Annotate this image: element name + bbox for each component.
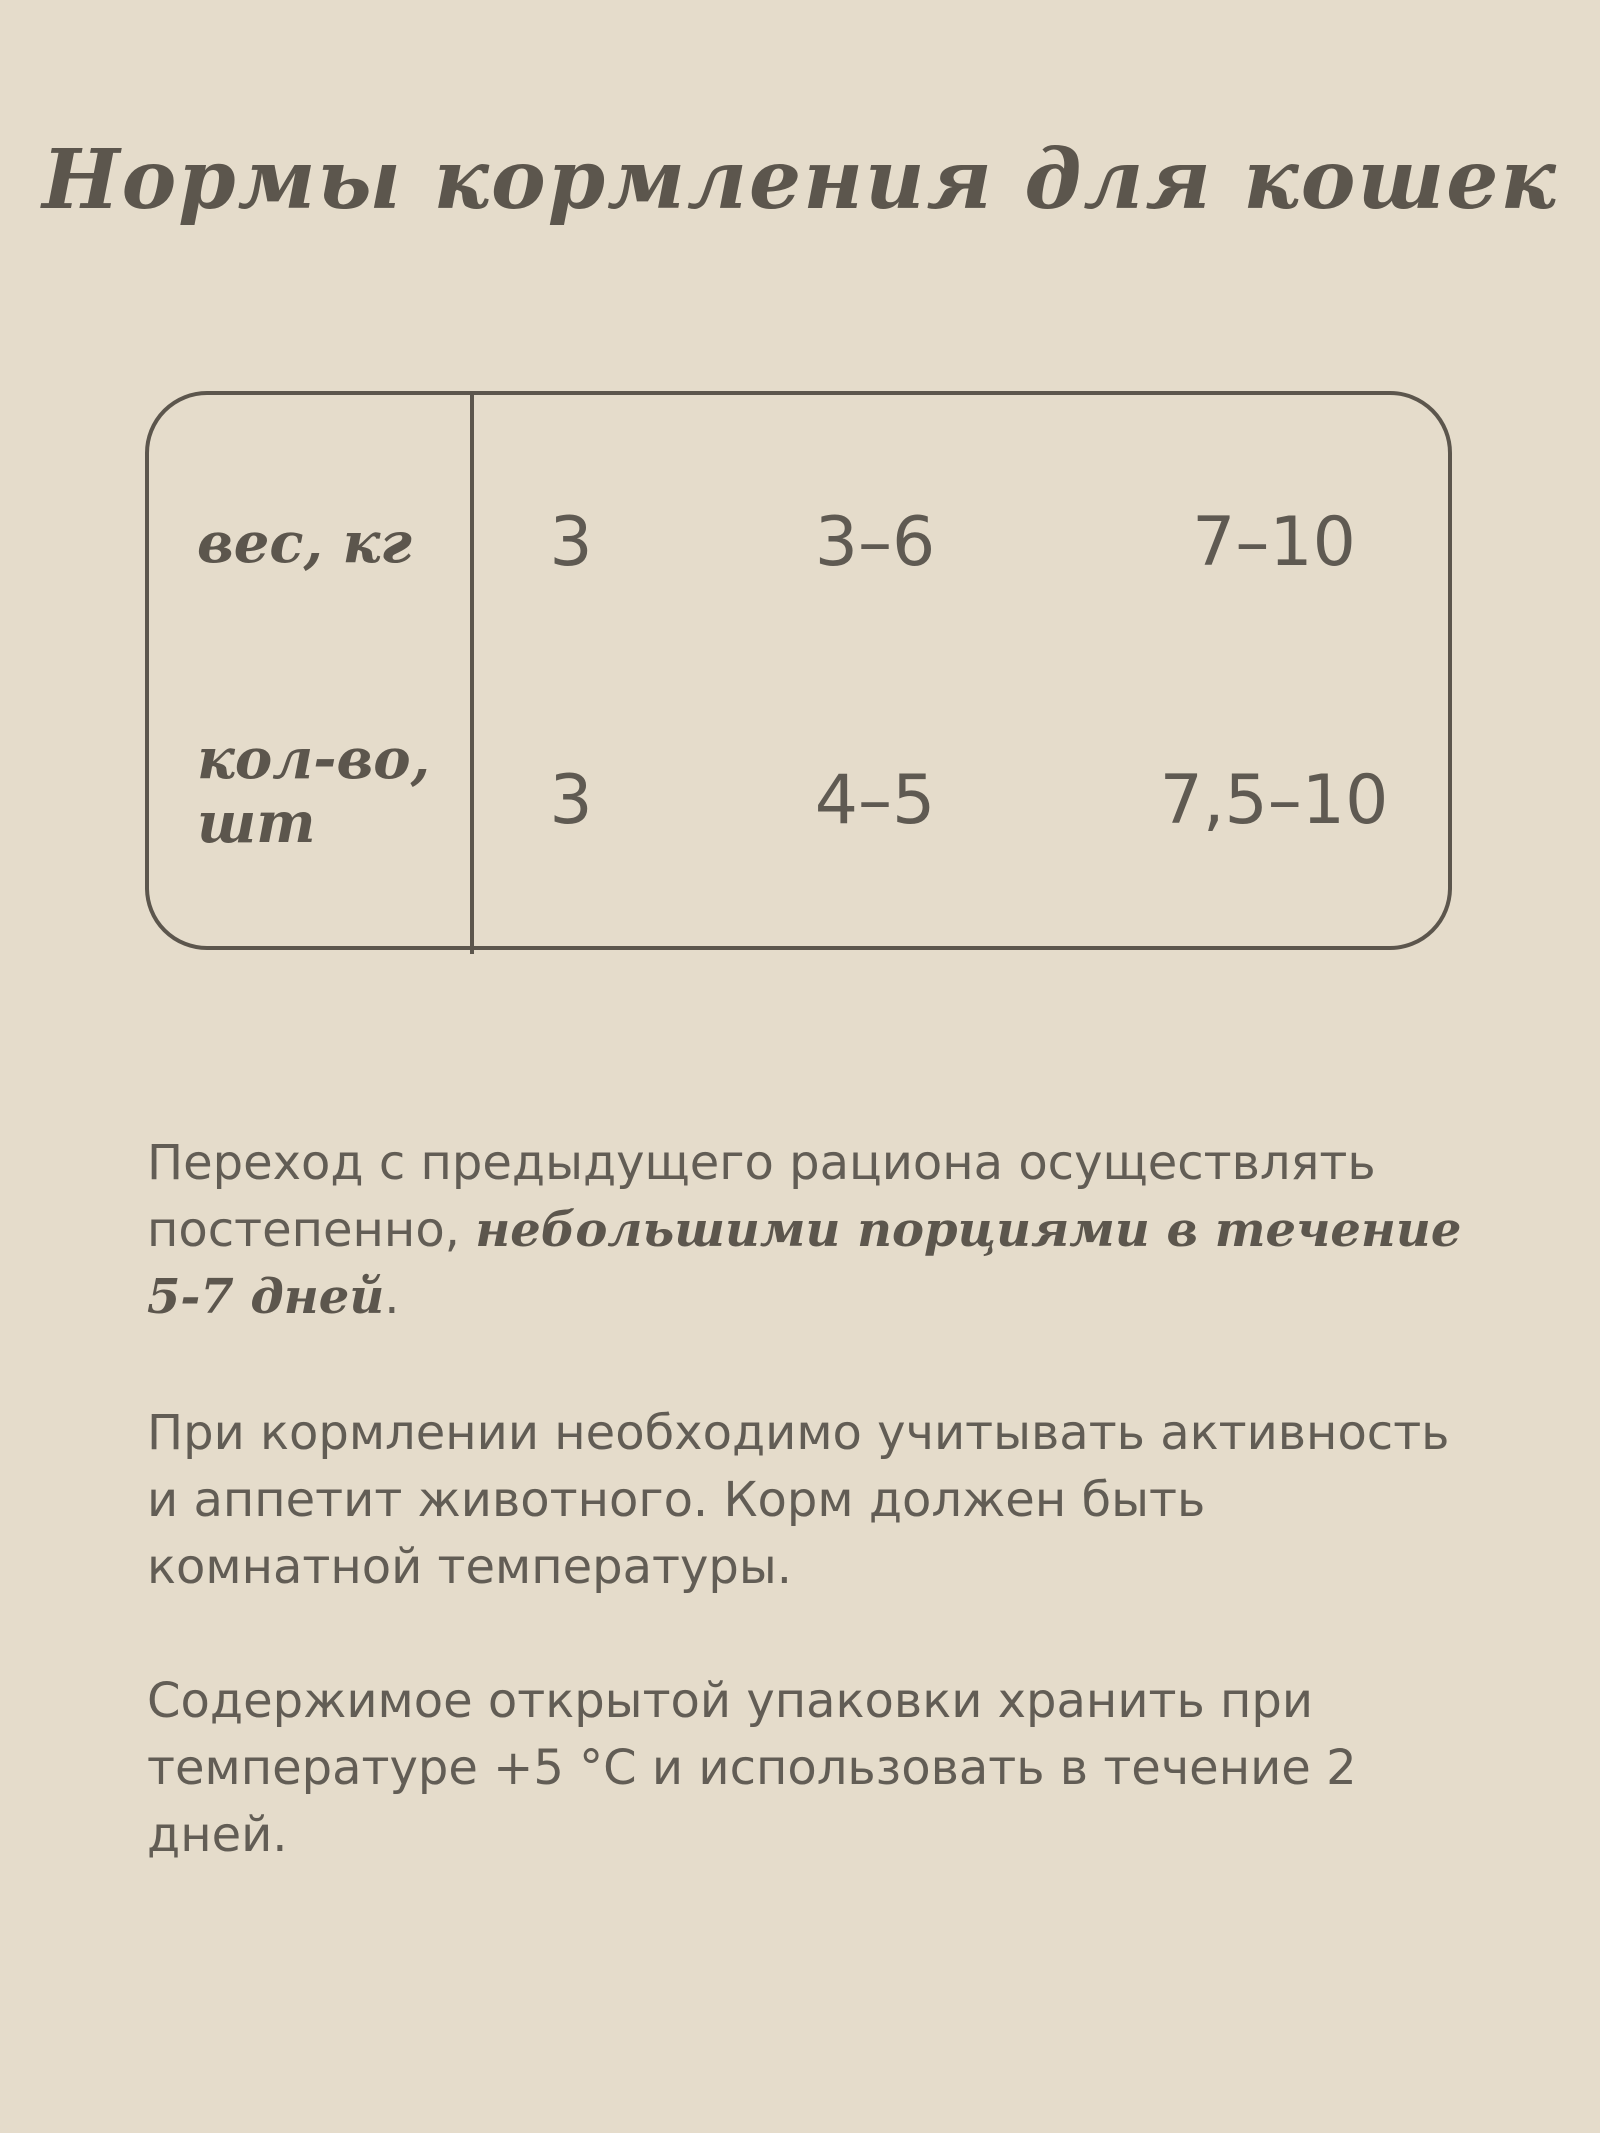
quantity-cell-2: 4–5 xyxy=(814,761,936,840)
feeding-paragraph: При кормлении необходимо учитывать активность и аппетит животного. Корм должен быть комнатной температуры. xyxy=(147,1405,1450,1595)
transition-end: . xyxy=(384,1269,400,1325)
page-title: Нормы кормления для кошек xyxy=(42,132,1558,228)
storage-paragraph: Содержимое открытой упаковки хранить при температуре +5 °С и использовать в течение 2 дней. xyxy=(147,1673,1357,1863)
row-label-quantity: кол-во, шт xyxy=(197,726,431,856)
weight-cell-1: 3 xyxy=(549,503,593,582)
transition-paragraph xyxy=(147,1130,1477,1331)
quantity-cell-1: 3 xyxy=(549,761,593,840)
feeding-table xyxy=(145,391,1452,950)
transition-emphasis: небольшими порциями в течение 5-7 дней xyxy=(147,1202,1462,1325)
transition-text: Переход с предыдущего рациона осуществлять постепенно, xyxy=(147,1135,1376,1258)
row-label-weight: вес, кг xyxy=(197,510,412,576)
quantity-cell-3: 7,5–10 xyxy=(1159,761,1389,840)
weight-cell-3: 7–10 xyxy=(1192,503,1356,582)
weight-cell-2: 3–6 xyxy=(814,503,936,582)
table-divider xyxy=(470,391,474,954)
